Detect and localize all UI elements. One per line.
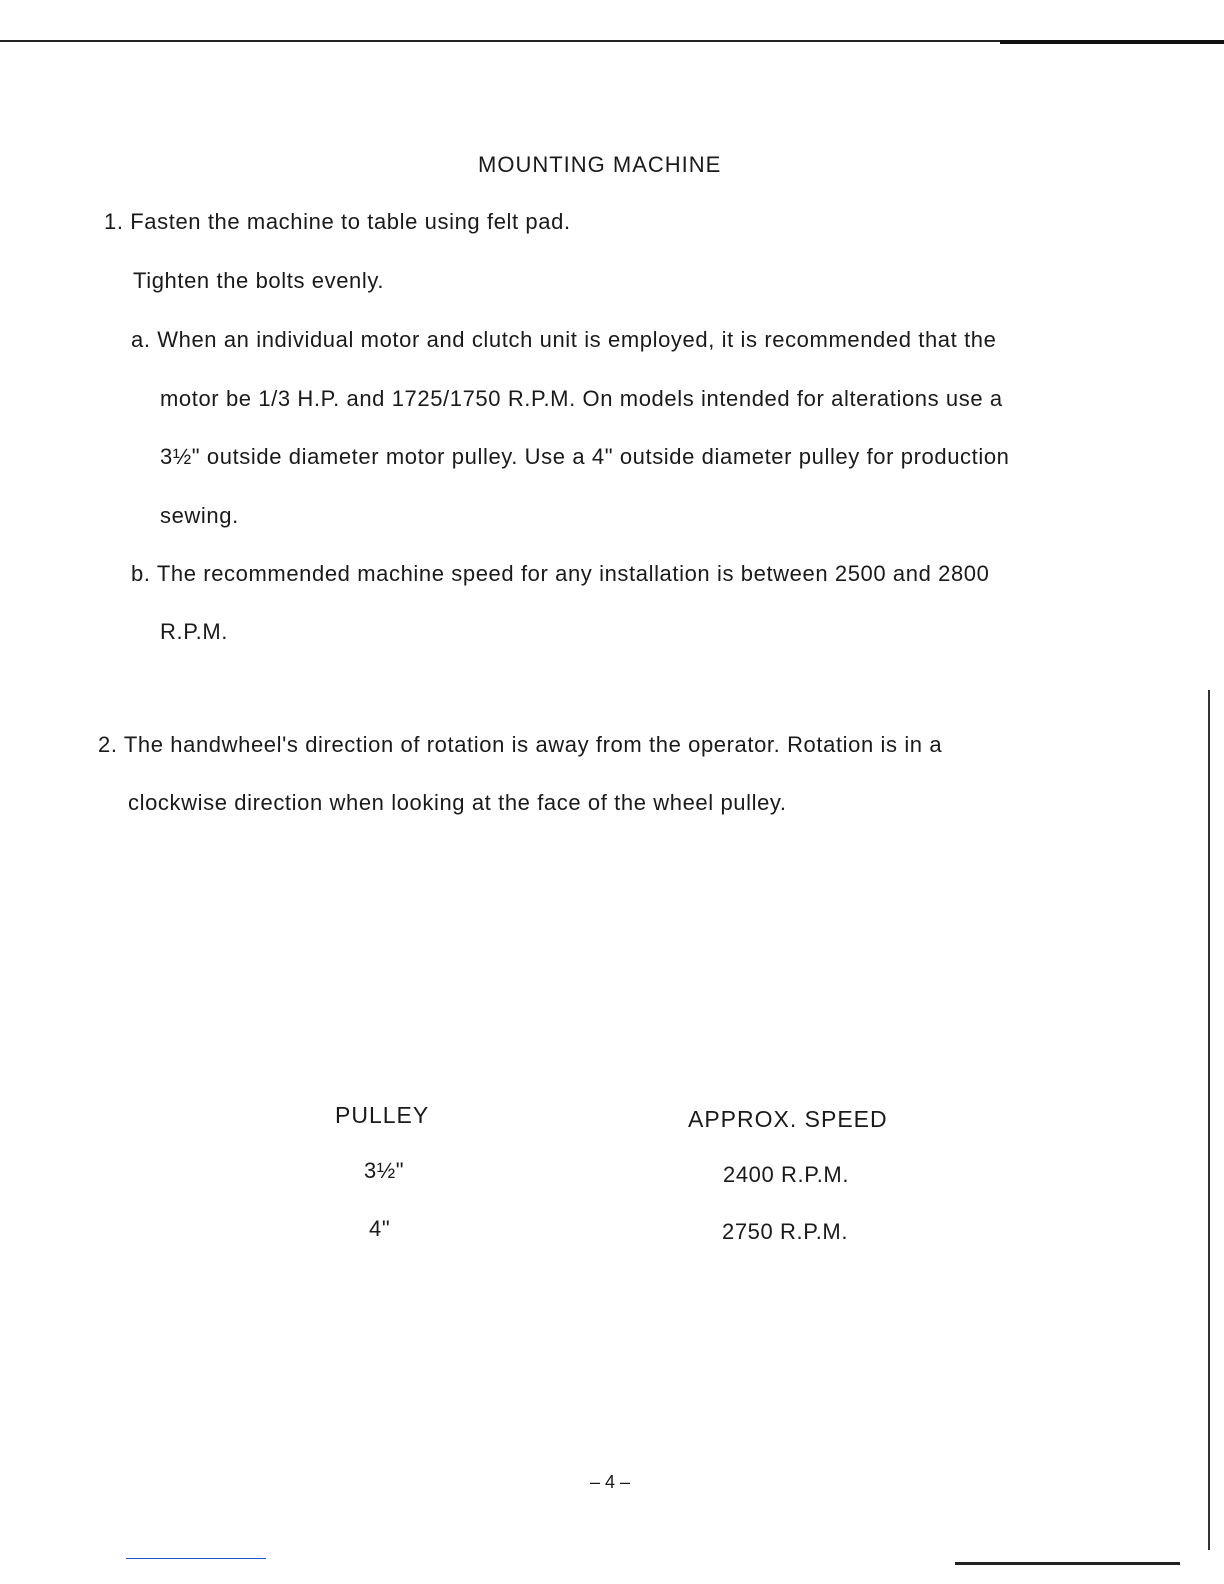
pulley-cell-row-2: 4" (369, 1216, 391, 1241)
item-a-line-4: sewing. (160, 503, 239, 528)
page-number: – 4 – (590, 1472, 631, 1492)
scan-edge-line (1208, 690, 1210, 1550)
pulley-column-header: PULLEY (335, 1102, 430, 1128)
page-title: MOUNTING MACHINE (478, 152, 722, 177)
step-1-line-2: Tighten the bolts evenly. (133, 268, 385, 293)
item-a-line-2: motor be 1/3 H.P. and 1725/1750 R.P.M. On models intended for alterations use a (160, 386, 1003, 411)
item-a-line-1: a. When an individual motor and clutch unit is employed, it is recommended that the (131, 327, 997, 352)
bottom-underline (126, 1558, 266, 1559)
speed-cell-row-2: 2750 R.P.M. (722, 1219, 849, 1244)
item-a-line-3: 3½" outside diameter motor pulley. Use a 4" outside diameter pulley for production (160, 444, 1010, 469)
pulley-cell-row-1: 3½" (364, 1158, 405, 1183)
step-2-line-1: 2. The handwheel's direction of rotation is away from the operator. Rotation is in a (98, 732, 943, 757)
item-b-line-1: b. The recommended machine speed for any installation is between 2500 and 2800 (131, 561, 990, 586)
bottom-scan-edge (955, 1562, 1180, 1565)
speed-cell-row-1: 2400 R.P.M. (723, 1162, 850, 1187)
step-2-line-2: clockwise direction when looking at the face of the wheel pulley. (128, 790, 787, 815)
item-b-line-2: R.P.M. (160, 619, 228, 644)
step-1-line-1: 1. Fasten the machine to table using felt pad. (104, 209, 571, 234)
speed-column-header: APPROX. SPEED (688, 1106, 888, 1132)
top-rule-heavy (1000, 40, 1224, 44)
